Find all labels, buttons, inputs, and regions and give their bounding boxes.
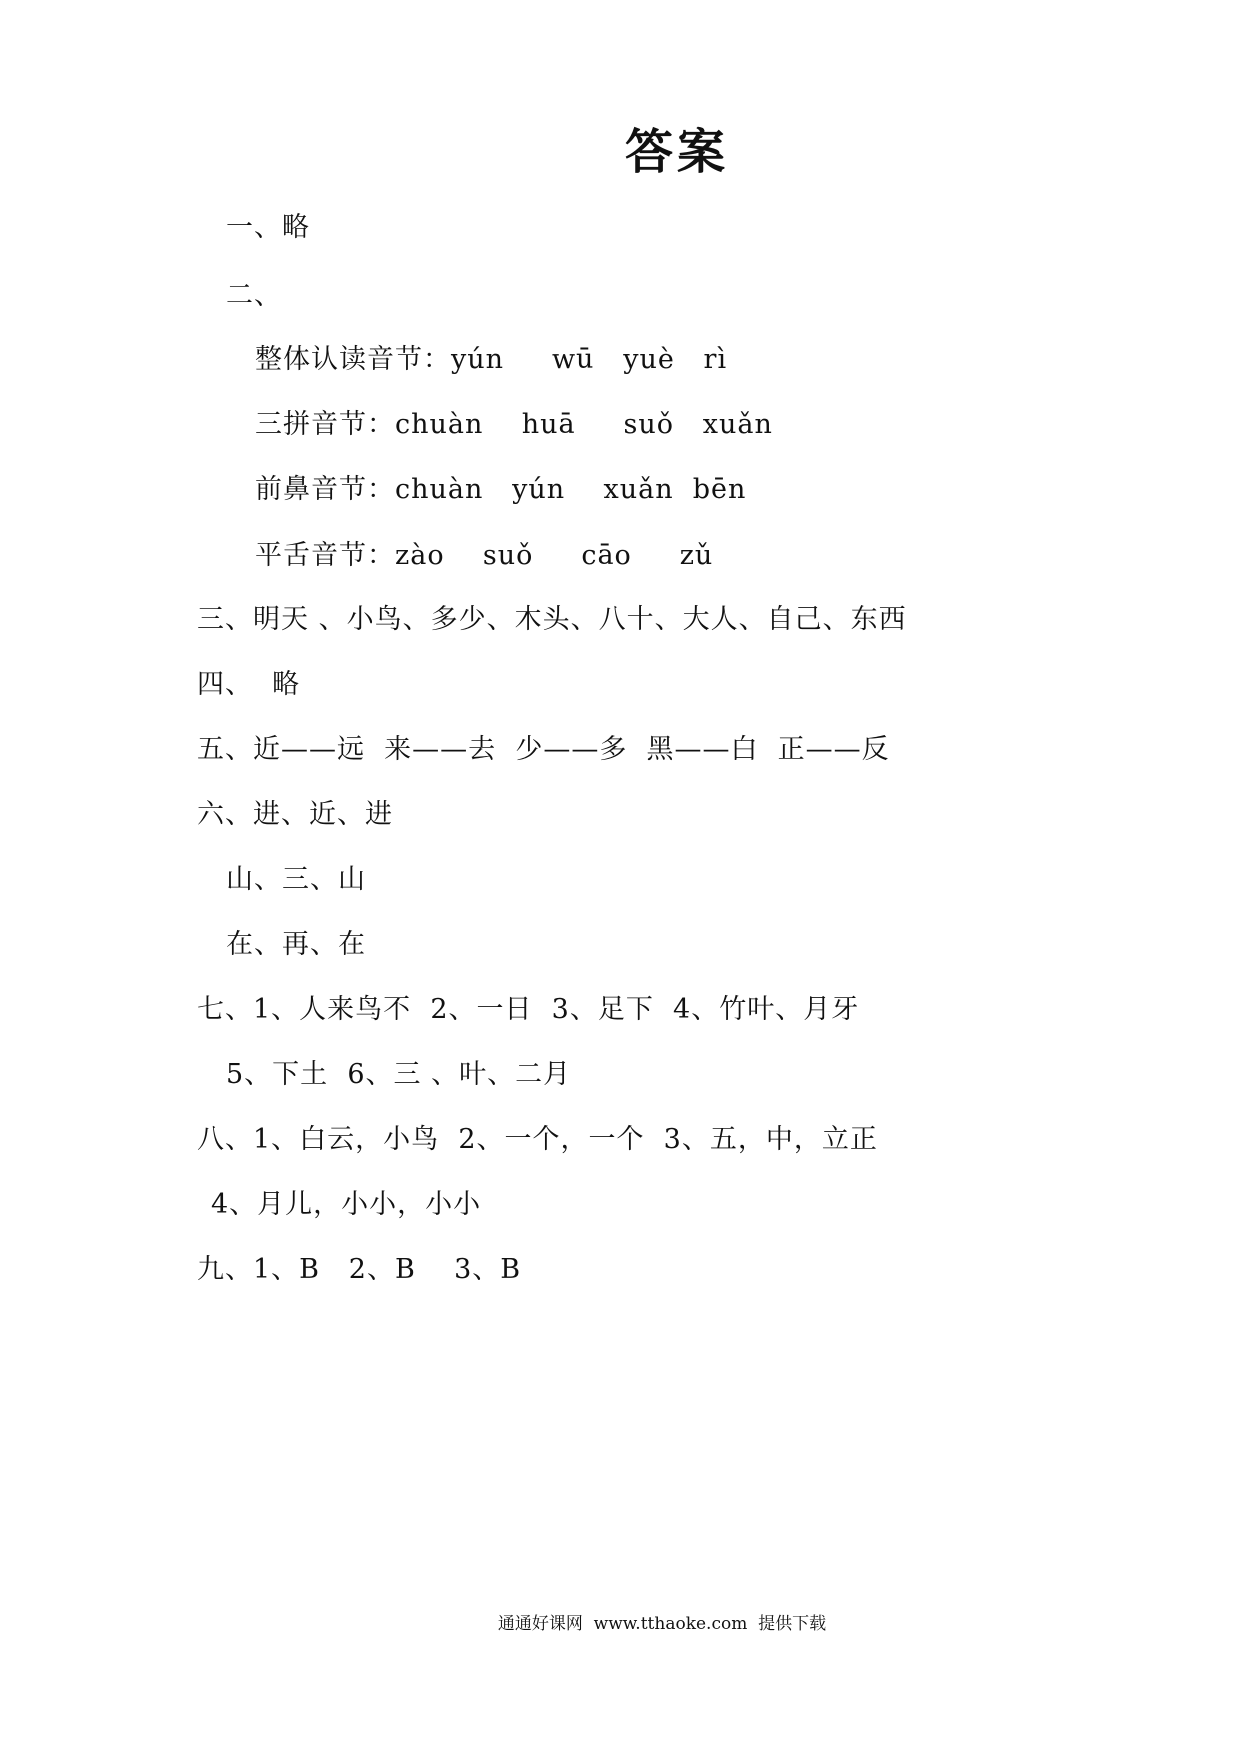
answer-1: 一、略 (226, 212, 310, 243)
answer-9: 九、1、B 2、B 3、B (197, 1254, 522, 1285)
answer-2-heading: 二、 (226, 280, 282, 311)
answer-6-line-3: 在、再、在 (226, 929, 366, 960)
answer-7-line-1: 七、1、人来鸟不 2、一日 3、足下 4、竹叶、月牙 (197, 994, 860, 1025)
answer-2-front-nasal-syllables: 前鼻音节：chuàn yún xuǎn bēn (255, 474, 747, 505)
answer-2-whole-syllables: 整体认读音节：yún wū yuè rì (255, 344, 728, 375)
answer-5: 五、近——远 来——去 少——多 黑——白 正——反 (197, 734, 890, 765)
answer-8-line-2: 4、月儿，小小，小小 (211, 1189, 482, 1220)
answer-6-line-1: 六、进、近、进 (197, 799, 393, 830)
answer-2-flat-tongue-syllables: 平舌音节：zào suǒ cāo zǔ (255, 540, 714, 571)
answer-3: 三、明天 、小鸟、多少、木头、八十、大人、自己、东西 (197, 604, 907, 635)
page-title: 答案 (624, 124, 729, 180)
answer-2-three-part-syllables: 三拼音节：chuàn huā suǒ xuǎn (255, 409, 773, 440)
answer-7-line-2: 5、下土 6、三 、叶、二月 (226, 1059, 572, 1090)
footer-source-text: 通通好课网 www.tthaoke.com 提供下载 (497, 1614, 827, 1634)
answer-8-line-1: 八、1、白云，小鸟 2、一个，一个 3、五，中，立正 (197, 1124, 878, 1155)
answer-4: 四、 略 (197, 669, 301, 700)
answer-6-line-2: 山、三、山 (226, 864, 366, 895)
